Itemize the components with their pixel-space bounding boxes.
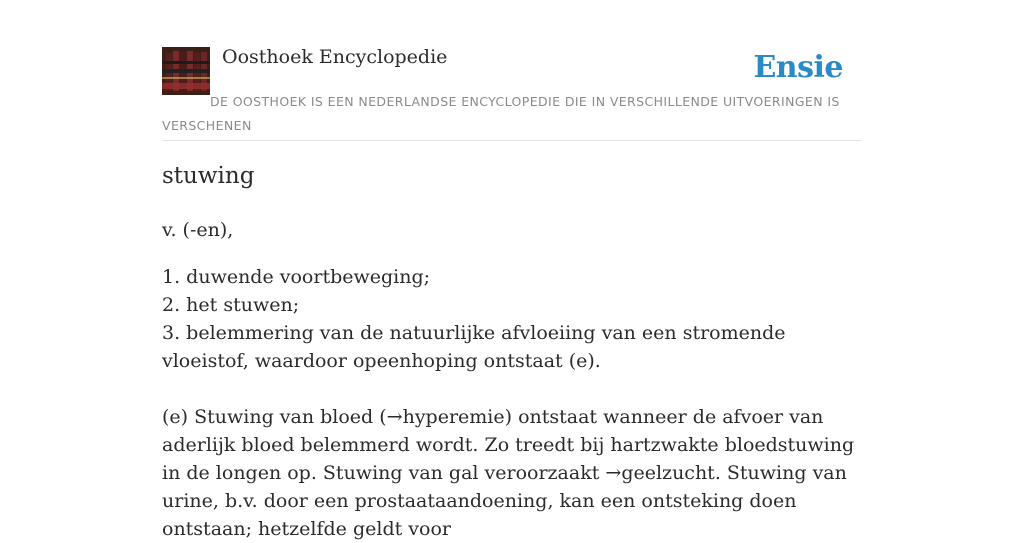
brand-logo[interactable]: Ensie <box>753 50 843 85</box>
site-header <box>162 0 862 141</box>
site-title[interactable]: Oosthoek Encyclopedie <box>222 46 448 68</box>
arrow-icon: → <box>605 462 622 484</box>
explanation-text: ) ontstaat wanneer de afvoer van aderlijk bloed belemmerd wordt. Zo treedt bij hartzwakte bloedstuwing in de longen op. Stuwing van gal veroorzaakt <box>162 406 855 484</box>
paragraph-gap <box>162 375 862 403</box>
definition-item: 3. belemmering van de natuurlijke afvloeiing van een stromende vloeistof, waardoor opeenhoping ontstaat (e). <box>162 322 786 372</box>
link-geelzucht[interactable]: geelzucht <box>621 462 715 484</box>
arrow-icon: → <box>386 406 403 428</box>
entry-explanation <box>162 403 862 543</box>
explanation-text: . Stuwing van urine, b.v. door een prostaataandoening, kan een ontsteking doen ontstaan; hetzelfde geldt voor <box>162 462 847 540</box>
link-hyperemie[interactable]: hyperemie <box>402 406 505 428</box>
explanation-text: (e) Stuwing van bloed ( <box>162 406 387 428</box>
encyclopedia-books-icon <box>162 47 210 95</box>
entry-body <box>162 216 862 543</box>
site-avatar[interactable] <box>162 47 210 95</box>
definition-item: 2. het stuwen; <box>162 294 300 316</box>
page <box>162 0 862 540</box>
site-description: DE OOSTHOEK IS EEN NEDERLANDSE ENCYCLOPEDIE DIE IN VERSCHILLENDE UITVOERINGEN IS VERSCHENEN <box>162 94 840 133</box>
entry-grammar: v. (-en), <box>162 219 234 241</box>
entry-title: stuwing <box>162 163 255 189</box>
definition-item: 1. duwende voortbeweging; <box>162 266 431 288</box>
